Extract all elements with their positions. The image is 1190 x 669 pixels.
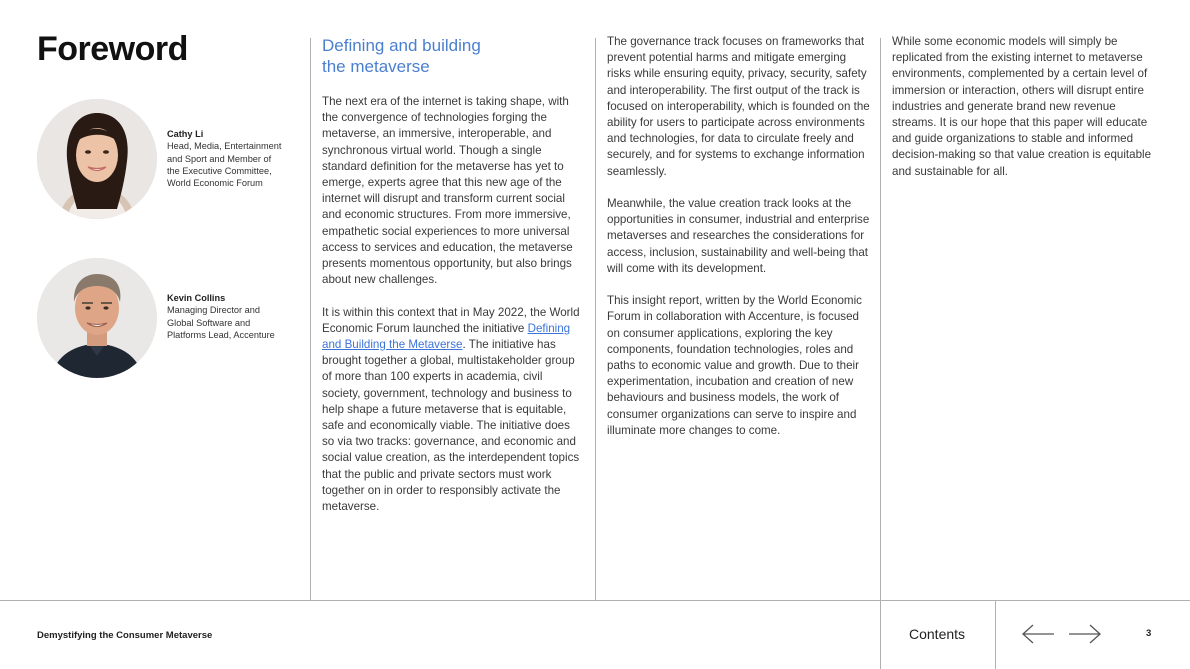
footer-divider bbox=[995, 600, 996, 669]
page-title: Foreword bbox=[37, 30, 188, 68]
paragraph: The next era of the internet is taking shape, with the convergence of technologies forging the metaverse, an immersive, interoperable, and synchronous virtual world. Though a single standard definition for the metaverse has yet to emerge, experts agree that this new age of the internet will disrupt and transform current social and economic structures. From more immersive, empathetic social experiences to more universal access to services and education, the metaverse presents momentous opportunity, but also brings about new challenges. bbox=[322, 95, 573, 287]
contents-link[interactable]: Contents bbox=[909, 626, 966, 642]
paragraph: This insight report, written by the World Economic Forum in collaboration with Accenture, is focused on consumer applications, exploring the key components, foundation technologies, roles and paths to economic value and growth. Due to their experimentation, incubation and creation of new behaviours and business models, the work of consumer organizations can serve to inspire and illuminate more changes to come. bbox=[607, 294, 862, 437]
person-cathy-li bbox=[167, 128, 307, 189]
avatar-cathy-li bbox=[37, 99, 157, 219]
person-role-line: Managing Director and bbox=[167, 305, 260, 316]
portrait-man bbox=[37, 258, 157, 378]
next-page-button[interactable] bbox=[1067, 622, 1103, 646]
paragraph: The governance track focuses on frameworks that prevent potential harms and mitigate emerging risks while ensuring equity, privacy, security, safety and interoperability. The first output of the track is focused on interoperability, which is founded on the ability for users to participate across environments and technologies, for data to circulate freely and securely, and for systems to exchange information seamlessly. bbox=[607, 35, 870, 178]
paragraph-text: . The initiative has brought together a global, multistakeholder group of more than 100 experts in academia, civil society, government, technology and business to help shape a future metaverse that is equitable, safe and economically viable. The initiative does so via two tracks: governance, and economic and social value creation, as the interdependent topics that the public and private sectors must work together on in order to responsibly activate the metaverse. bbox=[322, 338, 580, 514]
paragraph: While some economic models will simply be replicated from the existing internet to metaverse environments, complemented by a certain level of immersion or interaction, others will disrupt entire industries and generate brand new revenue streams. It is our hope that this paper will educate and guide organizations to stable and informed decision-making so that value creation is equitable and sustainable for all. bbox=[892, 35, 1152, 178]
person-role-line: the Executive Committee, bbox=[167, 165, 272, 176]
arrow-left-icon bbox=[1020, 622, 1056, 646]
column-divider-3 bbox=[880, 38, 881, 669]
person-role-line: World Economic Forum bbox=[167, 178, 263, 189]
prev-page-button[interactable] bbox=[1020, 622, 1056, 646]
person-role-line: Global Software and bbox=[167, 317, 251, 328]
paragraph: Meanwhile, the value creation track looks at the opportunities in consumer, industrial and enterprise metaverses and researches the considerations for access, inclusion, sustainability and well-being that will come with its development. bbox=[607, 197, 870, 275]
avatar-kevin-collins bbox=[37, 258, 157, 378]
paragraph-text: It is within this context that in May 2022, the World Economic Forum launched the initiative bbox=[322, 305, 580, 335]
paragraph bbox=[322, 305, 580, 516]
initiative-link[interactable]: Defining and Building the Metaverse bbox=[322, 321, 571, 352]
arrow-right-icon bbox=[1067, 622, 1103, 646]
person-name: Cathy Li bbox=[167, 129, 204, 139]
person-kevin-collins bbox=[167, 292, 307, 341]
column-divider-2 bbox=[595, 38, 596, 600]
person-name: Kevin Collins bbox=[167, 293, 226, 303]
person-role-line: Head, Media, Entertainment bbox=[167, 141, 282, 152]
document-title: Demystifying the Consumer Metaverse bbox=[37, 630, 213, 641]
column-divider-1 bbox=[310, 38, 311, 600]
page-number: 3 bbox=[1146, 628, 1152, 639]
section-heading-line: Defining and building bbox=[322, 36, 481, 55]
person-role-line: Platforms Lead, Accenture bbox=[167, 329, 275, 340]
text-column-3 bbox=[892, 34, 1156, 196]
text-column-2 bbox=[607, 34, 871, 455]
text-column-1 bbox=[322, 94, 580, 531]
person-role-line: and Sport and Member of bbox=[167, 153, 272, 164]
footer-rule bbox=[0, 600, 1190, 601]
section-heading-line: the metaverse bbox=[322, 57, 430, 76]
section-heading bbox=[322, 35, 582, 77]
portrait-woman bbox=[37, 99, 157, 219]
